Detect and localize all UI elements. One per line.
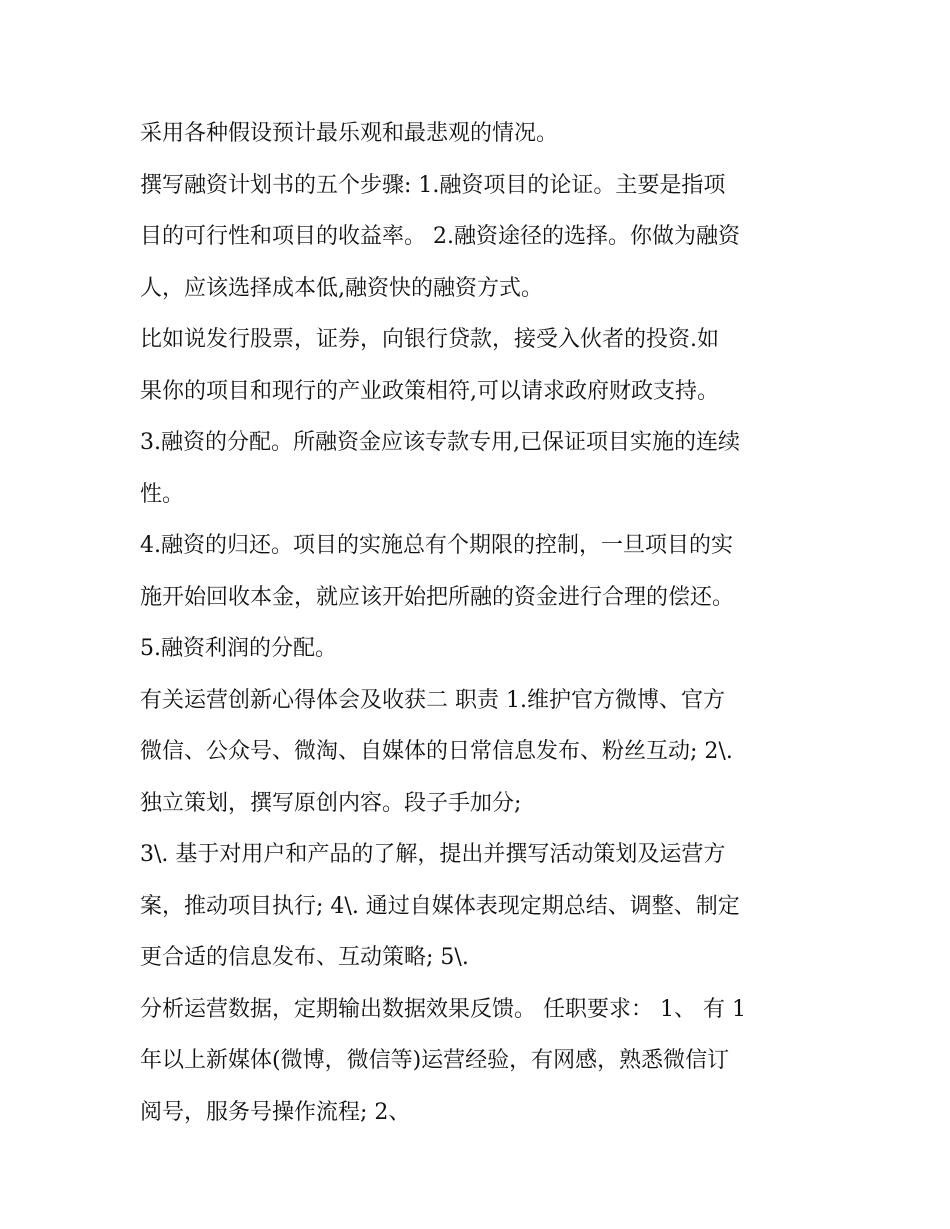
text-line: 4.融资的归还。项目的实施总有个期限的控制，一旦项目的实 (140, 533, 733, 558)
text-line: 撰写融资计划书的五个步骤: 1.融资项目的论证。主要是指项 (140, 172, 726, 198)
text-line: 分析运营数据，定期输出数据效果反馈。 任职要求： 1、 有 1 (140, 996, 746, 1022)
text-line: 更合适的信息发布、互动策略; 5\. (140, 945, 469, 970)
text-line: 3\. 基于对用户和产品的了解，提出并撰写活动策划及运营方 (140, 842, 726, 867)
text-line: 阅号，服务号操作流程; 2、 (140, 1099, 411, 1125)
text-line: 年以上新媒体(微博，微信等)运营经验，有网感，熟悉微信订 (140, 1048, 730, 1073)
text-line: 目的可行性和项目的收益率。 2.融资途径的选择。你做为融资 (140, 224, 740, 249)
document-body (140, 108, 820, 1138)
text-line: 人，应该选择成本低,融资快的融资方式。 (140, 275, 543, 301)
text-line: 比如说发行股票，证券，向银行贷款，接受入伙者的投资.如 (140, 327, 719, 352)
text-line: 3.融资的分配。所融资金应该专款专用,已保证项目实施的连续 (140, 430, 740, 455)
text-line: 施开始回收本金，就应该开始把所融的资金进行合理的偿还。 (140, 584, 735, 610)
text-line: 采用各种假设预计最乐观和最悲观的情况。 (140, 121, 559, 146)
text-line: 案，推动项目执行; 4\. 通过自媒体表现定期总结、调整、制定 (140, 893, 740, 919)
text-line: 性。 (140, 481, 185, 507)
text-line: 果你的项目和现行的产业政策相符,可以请求政府财政支持。 (140, 378, 719, 404)
text-line: 微信、公众号、微淘、自媒体的日常信息发布、粉丝互动; 2\. (140, 739, 733, 764)
text-line: 5.融资利润的分配。 (140, 636, 337, 661)
text-line: 有关运营创新心得体会及收获二 职责 1.维护官方微博、官方 (140, 687, 725, 713)
text-line: 独立策划，撰写原创内容。段子手加分; (140, 790, 522, 816)
